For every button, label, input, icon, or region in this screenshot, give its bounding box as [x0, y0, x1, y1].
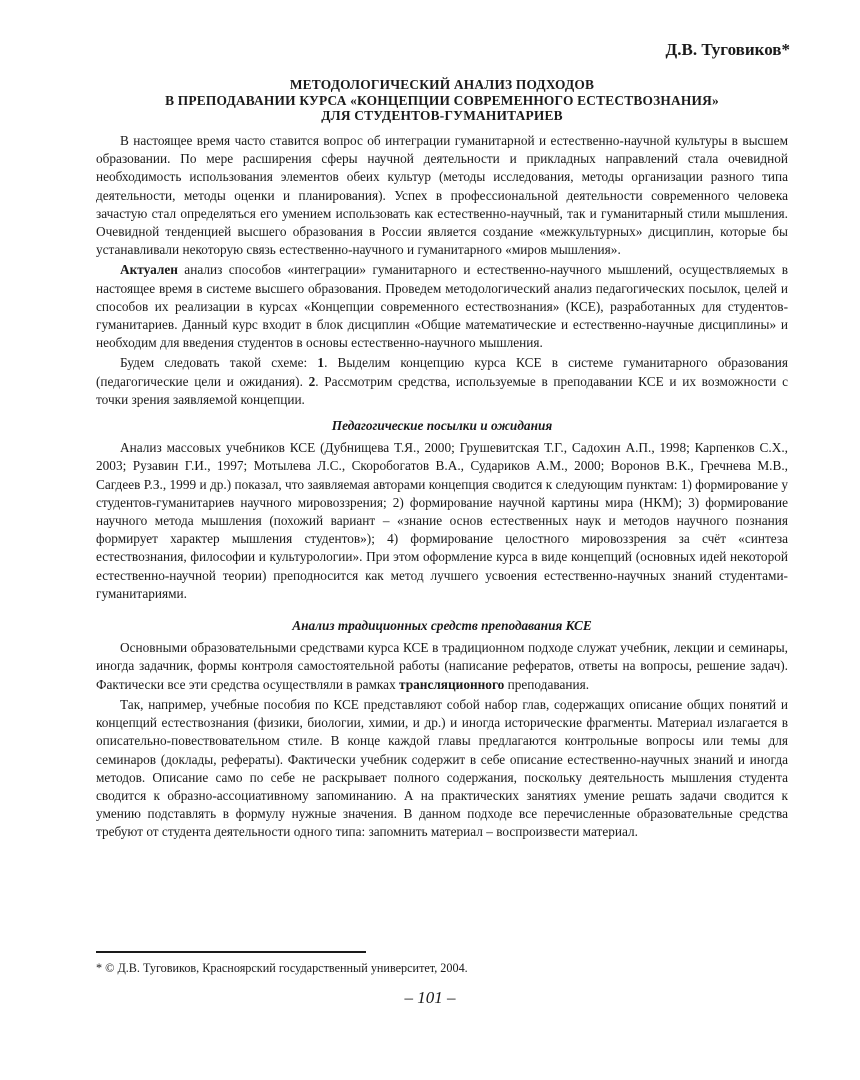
bold-term: Актуален	[120, 262, 178, 278]
author-name: Д.В. Туговиков*	[665, 40, 790, 59]
paragraph: Основными образовательными средствами курса КСЕ в традиционном подходе служат учебник, лекции и семинары, иногда задачник, формы контроля самостоятельной работы (написание рефератов, ответы на вопросы, решение задач). Фактически все эти средства осуществляли в рамках трансляционного преподавания.	[96, 640, 788, 692]
paragraph: Так, например, учебные пособия по КСЕ представляют собой набор глав, содержащих описание общих понятий и концепций естествознания (физики, биологии, химии, и др.) и иногда исторические фрагменты. Материал излагается в описательно-повествовательном стиле. В конце каждой главы предлагаются контрольные вопросы или темы для семинаров (доклады, рефераты). Фактически учебник содержит в себе описание естественно-научных знаний и иногда методов. Описание само по себе не раскрывает полного содержания, поскольку деятельность мышления студента сводится к образно-ассоциативному запоминанию. А на практических занятиях умение решать задачи сводится к умению подставлять в формулу нужные значения. В данном подходе все перечисленные образовательные средства требуют от студента деятельности одного типа: запомнить материал – воспроизвести материал.	[96, 696, 788, 840]
article-body	[96, 132, 788, 842]
title-line: МЕТОДОЛОГИЧЕСКИЙ АНАЛИЗ ПОДХОДОВ	[289, 77, 595, 92]
section-heading: Анализ традиционных средств преподавания КСЕ	[292, 618, 592, 634]
paragraph: Будем следовать такой схеме: 1. Выделим концепцию курса КСЕ в системе гуманитарного образования (педагогические цели и ожидания). 2. Рассмотрим средства, используемые в преподавании КСЕ и их возможности с точки зрения заявляемой концепции.	[96, 355, 788, 407]
paragraph: Актуален анализ способов «интеграции» гуманитарного и естественно-научного мышлений, осуществляемых в настоящее время в системе высшего образования. Проведем методологический анализ педагогических посылок, целей и способов их реализации в курсах «Концепции современного естествознания» (КСЕ), разработанных для студентов-гуманитариев. Данный курс входит в блок дисциплин «Общие математические и естественно-научные дисциплины» и необходим для введения студентов в основы естественно-научного мышления.	[96, 262, 788, 351]
bold-term: трансляционного	[399, 676, 505, 692]
title-line: В ПРЕПОДАВАНИИ КУРСА «КОНЦЕПЦИИ СОВРЕМЕННОГО ЕСТЕСТВОЗНАНИЯ»	[165, 92, 719, 108]
title-line: ДЛЯ СТУДЕНТОВ-ГУМАНИТАРИЕВ	[321, 108, 563, 123]
footnote-divider	[96, 951, 366, 953]
footnote: * © Д.В. Туговиков, Красноярский государственный университет, 2004.	[96, 961, 468, 975]
paragraph: Анализ массовых учебников КСЕ (Дубнищева Т.Я., 2000; Грушевитская Т.Г., Садохин А.П., 1998; Карпенков С.Х., 2003; Рузавин Г.И., 1997; Мотылева Л.С., Скоробогатов В.А., Судариков А.М., 2000; Воронов В.К., Гречнева М.В., Сагдеев Р.З., 1999 и др.) показал, что заявляемая авторами концепция сводится к следующим пунктам: 1) формирование у студентов-гуманитариев научного мировоззрения; 2) формирование научной картины мира (НКМ); 3) формирование научного метода мышления (похожий вариант – «знание основ естественных наук и методов научного познания формирует характер мышления студентов»); 4) формирование целостного мировоззрения за счёт «синтеза естествознания, философии и культурологии». При этом оформление курса в виде концепций (основных идей некоторой естественно-научной теории) преподносится как метод лучшего усвоения естественно-научных знаний студентами-гуманитариями.	[96, 440, 788, 601]
paragraph: В настоящее время часто ставится вопрос об интеграции гуманитарной и естественно-научной культуры в высшем образовании. По мере расширения сферы научной деятельности и прикладных направлений стала очевидной необходимость использования элементов обеих культур (методы исследования, методы организации разного типа деятельности, методы оценки и планирования). Успех в профессиональной деятельности современного человека зачастую стал определяться его умением использовать как естественно-научный, так и гуманитарный стили мышления. Очевидной тенденцией высшего образования в России является создание «межкультурных» дисциплин, которые бы устанавливали некоторую связь естественно-научного и гуманитарного «миров мышления».	[96, 133, 788, 258]
page-number: – 101 –	[404, 988, 456, 1007]
section-heading: Педагогические посылки и ожидания	[331, 418, 553, 434]
article-title	[96, 77, 788, 124]
